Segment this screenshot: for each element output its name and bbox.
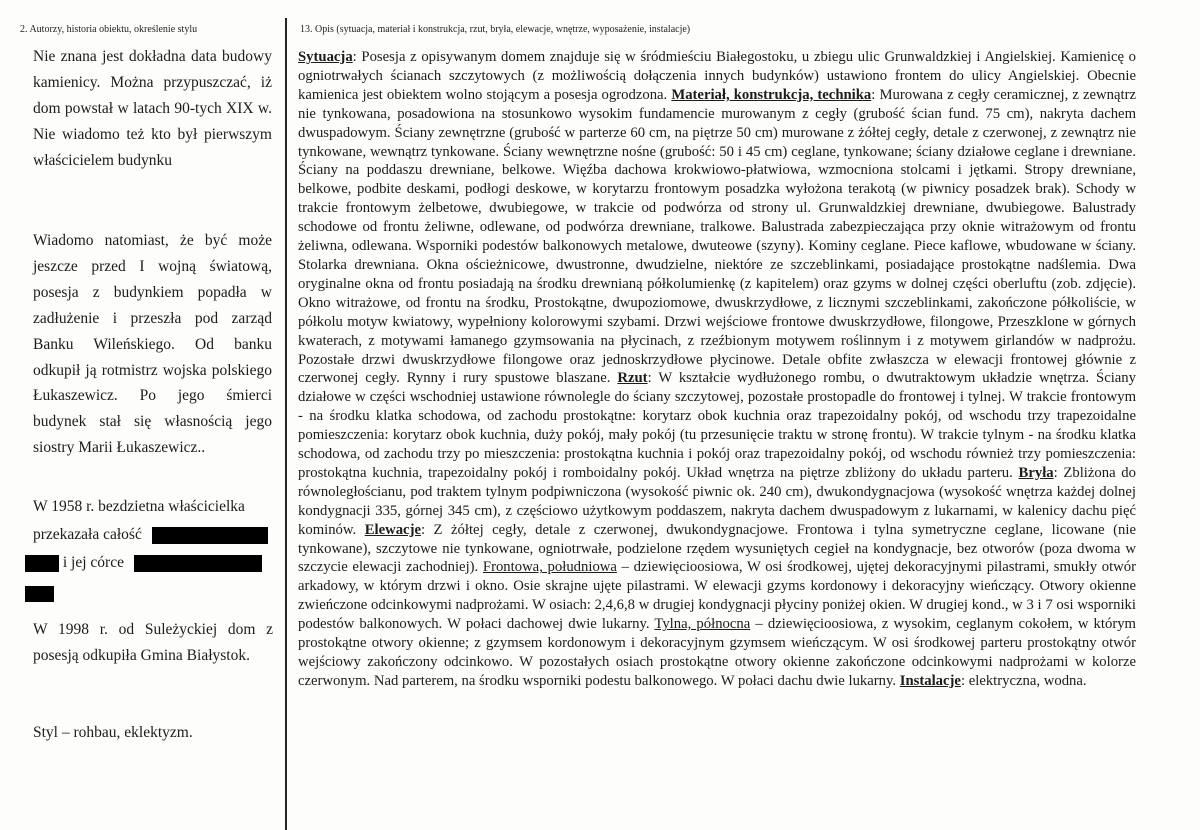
redaction-box [25, 586, 54, 602]
label-frontowa: Frontowa, południowa [482, 559, 617, 576]
ownership-1958 [33, 494, 283, 606]
text-material: : Murowana z cegły ceramicznej, z zewnątrz nie tynkowana, posadowiona na stosunkowo wysokim fundamencie murowanym z cegły (grubość ścian fund. 75 cm), nakryta dachem dwuspadowym. Ściany zewnętrzne (grubość w parterze 60 cm, na piętrze 50 cm) murowane z żółtej cegły, detale z czerwonej, z zewnątrz nie tynkowane, wewnątrz tynkowane. Ściany wewnętrzne nośne (grubość: 50 i 45 cm) ceglane, tynkowane; ściany działowe ceglane i drewniane. Ściany na poddaszu drewniane, belkowe. Więźba dachowa krokwiowo-płatwiowa, wzmocniona stolcami i jętkami. Stropy drewniane, belkowe, podbite deskami, podłogi deskowe, w korytarzu frontowym posadzka wyłożona terakotą (w piwnicy posadzek brak). Schody w trakcie frontowym żelbetowe, dwubiegowe, w trakcie od podwórza od strony ul. Grunwaldzkiej drewniane, dwubiegowe. Balustrady schodowe od frontu żeliwne, odlewane, od podwórza drewniane, tralkowe. Balustrada zabezpieczająca przy oknie witrażowym od frontu żeliwna, odlewana. Wsporniki podestów balkonowych metalowe, dwuteowe (szyny). Kominy ceglane. Piece kaflowe, wbudowane w ściany. Stolarka drewniana. Okna ościeżnicowe, dwustronne, dwudzielne, niektóre ze szczeblinkami, posiadające prostokątne nadślemia. Dwa oryginalne okna od frontu posiadają na środku drewnianą półkolumienkę (z kapitelem) oraz gzyms w dolnej części oberluftu (zob. zdjęcie). Okno witrażowe, od frontu na środku, Prostokątne, dwupoziomowe, dwuskrzydłowe, z licznymi szczeblinkami, zakończone półkoliście, w półkolu motyw kwiatowy, wypełniony kolorowymi szybami. Drzwi wejściowe frontowe dwuskrzydłowe, filongowe, Przeszklone w górnych kwaterach, z motywami łamanego gzymsowania na płycinach, z rzeźbionym motywem roślinnym i z motywem girlandów w nadprożu. Pozostałe drzwi dwuskrzydłowe filongowe oraz jednoskrzydłowe płycinowe. Detale obfite zwłaszcza w elewacji frontowej głównie z czerwonej cegły. Rynny i rury spustowe blaszane. [298, 86, 1136, 387]
left-column-header: 2. Autorzy, historia obiektu, określenie stylu [20, 24, 198, 35]
sale-1998: W 1998 r. od Suleżyckiej dom z posesją odkupiła Gmina Białystok. [33, 621, 273, 664]
history-paragraph-2: Wiadomo natomiast, że być może jeszcze przed I wojną światową, posesja z budynkiem popadła w zadłużenie i przeszła pod zarząd Banku Wileńskiego. Od banku odkupił ją rotmistrz wojska polskiego Łukaszewicz. Po jego śmierci budynek stał się własnością jego siostry Marii Łukaszewicz.. [33, 232, 272, 457]
redaction-box [134, 555, 262, 572]
description-column [298, 48, 1136, 691]
label-rzut: Rzut [617, 370, 648, 387]
column-divider [285, 18, 287, 830]
text-sytuacja: : Posesja z opisywanym domem znajduje się w śródmieściu Białegostoku, u zbiegu ulic Grunwaldzkiej i Angielskiej. Kamienicę o ogniotrwałych ścianach szczytowych (z możliwością dołączenia innych budynków) ustawiono frontem do ulicy Angielskiej. Obecnie kamienica jest obiektem wolno stojącym a posesja ogrodzona. [298, 49, 1136, 103]
text-rzut: : W kształcie wydłużonego rombu, o dwutraktowym układzie wnętrza. Ściany działowe w części wschodniej ustawione równolegle do ściany szczytowej, pozostałe prostopadle do frontowej i tylnej. W trakcie frontowym - na środku klatka schodowa, od zachodu prostokątne: korytarz obok kuchnia oraz trapezoidalny pokój, od wschodu trzy trapezoidalne pomieszczenia: korytarz obok kuchnia, duży pokój, mały pokój (tu przesunięcie traktu w stronę frontu). W trakcie tylnym - na środku klatka schodowa, od zachodu trzy po mieszczenia: prostokątna kuchnia i pokój oraz trapezoidalny pokój, od wschodu również trzy pomieszczenia: prostokątna kuchnia, trapezoidalny pokój i romboidalny pokój. Układ wnętrza na piętrze zbliżony do układu parteru. [298, 370, 1136, 481]
text-elewacje: : Z żółtej cegły, detale z czerwonej, dwukondygnacjowe. Frontowa i tylna symetryczne ceglane, licowane (nie tynkowane), szczytowe nie tynkowane, ogniotrwałe, podzielone rzędem wysuniętych cegieł na kondygnacje, bez otworów (poza dwoma w szczycie elewacji zachodniej). [298, 521, 1136, 576]
text-instalacje: : elektryczna, wodna. [960, 672, 1087, 689]
ownership-1958-text-1: przekazała całość [33, 526, 142, 543]
label-material: Materiał, konstrukcja, technika [671, 86, 872, 103]
label-bryla: Bryła [1018, 464, 1054, 481]
label-instalacje: Instalacje [899, 672, 961, 689]
text-bryla: : Zbliżona do równoległościanu, pod traktem tylnym podpiwniczona (wysokość piwnic ok. 240 cm), dwukondygnacjowa (wysokość wnętrza każdej dolnej kondygnacji 335, górnej 345 cm), z częściowo użytkowym poddaszem, nakryta dachem dwuspadowym z lukarnami, w kalenicy dachu pięć kominów. [298, 464, 1136, 538]
text-frontowa: – dziewięcioosiowa, W osi środkowej, ujętej dekoracyjnymi pilastrami, smukły otwór arkadowy, w którym drzwi i okno. Osie skrajne ujęte pilastrami. W elewacji gzyms kordonowy i dekoracyjny wieńczący. Otwory okienne zwieńczone odcinkowymi nadprożami. W osiach: 2,4,6,8 w drugiej kondygnacji płyciny poniżej okien. W drugiej kond., w 3 i 7 osi wsporniki podestów balkonowych. W połaci dachowej dwie lukarny. [298, 559, 1137, 633]
redaction-box [25, 555, 59, 572]
history-paragraph-1: Nie znana jest dokładna data budowy kamienicy. Można przypuszczać, iż dom powstał w latach 90-tych XIX w. Nie wiadomo też kto był pierwszym właścicielem budynku [33, 48, 272, 169]
ownership-1958-text-2: i jej córce [62, 554, 124, 571]
description-paragraph [298, 48, 1136, 691]
label-sytuacja: Sytuacja [298, 49, 353, 65]
label-tylna: Tylna, północna [654, 616, 751, 633]
style-note: Styl – rohbau, eklektyzm. [33, 724, 193, 741]
right-column-header: 13. Opis (sytuacja, materiał i konstrukcja, rzut, bryła, elewacje, wnętrze, wyposażenie, instalacje) [300, 24, 691, 35]
text-tylna: – dziewięcioosiowa, z wysokim, ceglanym cokołem, w którym prostokątne otwory okienne; z gzymsem kordonowym i dekoracyjnym gzymsem wieńczącym. W osi środkowej parteru prostokątny otwór wejściowy zakończony odcinkowo. W pozostałych osiach prostokątne otwory okienne zakończone odcinkowymi nadprożami w kolorze czerwonym. Nad parterem, na środku wsporniki podestu balkonowego. W połaci dachu dwie lukarny. [298, 616, 1136, 689]
ownership-1958-intro: W 1958 r. bezdzietna właścicielka [33, 498, 245, 515]
redaction-box [152, 527, 268, 544]
label-elewacje: Elewacje [364, 521, 421, 538]
